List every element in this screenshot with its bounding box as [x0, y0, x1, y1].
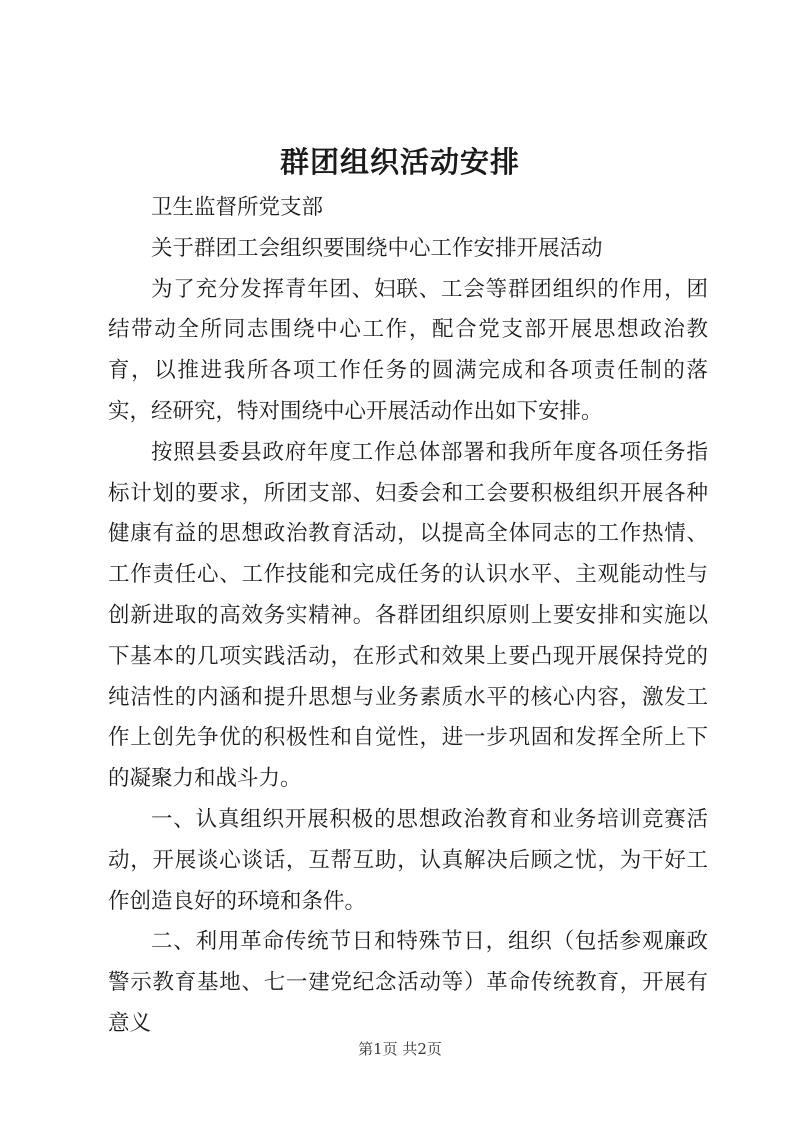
paragraph-requirements: 按照县委县政府年度工作总体部署和我所年度各项任务指标计划的要求，所团支部、妇委会和工会要积极组织开展各种健康有益的思想政治教育活动，以提高全体同志的工作热情、工作责任心、工作技能和完成任务的认识水平、主观能动性与创新进取的高效务实精神。各群团组织原则上要安排和实施以下基本的几项实践活动，在形式和效果上要凸现开展保持党的纯洁性的内涵和提升思想与业务素质水平的核心内容，激发工作上创先争优的积极性和自觉性，进一步巩固和发挥全所上下的凝聚力和战斗力。 [108, 439, 708, 792]
paragraph-intro: 为了充分发挥青年团、妇联、工会等群团组织的作用，团结带动全所同志围绕中心工作，配合党支部开展思想政治教育，以推进我所各项工作任务的圆满完成和各项责任制的落实，经研究，特对围绕中心开展活动作出如下安排。 [108, 276, 708, 424]
page-title: 群团组织活动安排 [279, 145, 520, 179]
paragraph-subject: 关于群团工会组织要围绕中心工作安排开展活动 [151, 235, 603, 261]
paragraph-item-two: 二、利用革命传统节日和特殊节日，组织（包括参观廉政警示教育基地、七一建党纪念活动等）革命传统教育，开展有意义 [108, 929, 708, 1036]
page-number-footer: 第1页 共2页 [358, 1040, 442, 1058]
document-body [108, 188, 708, 1045]
paragraph-sender: 卫生监督所党支部 [151, 195, 324, 220]
paragraph-item-one: 一、认真组织开展积极的思想政治教育和业务培训竞赛活动，开展谈心谈话，互帮互助，认真解决后顾之忧，为干好工作创造良好的环境和条件。 [108, 806, 708, 914]
